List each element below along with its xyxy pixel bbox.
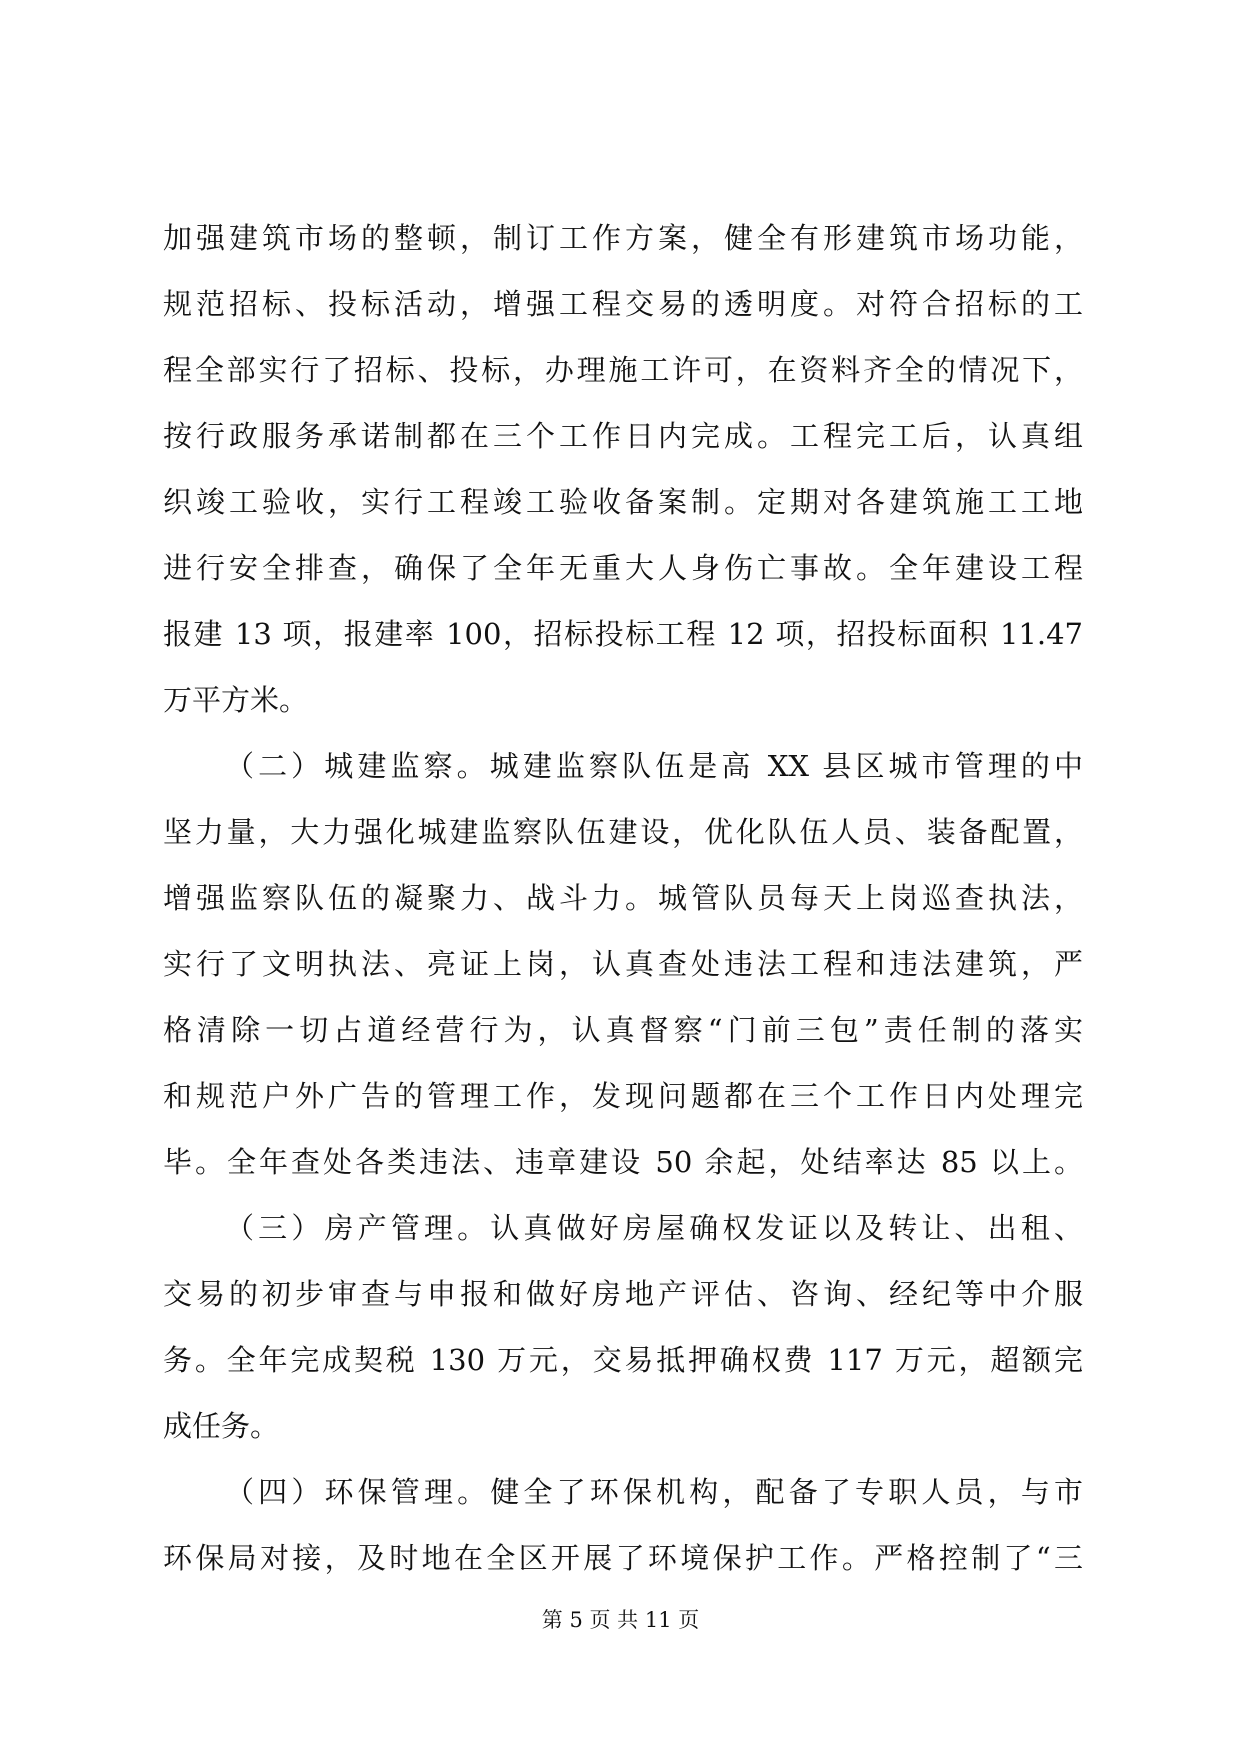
text-line: 交易的初步审查与申报和做好房地产评估、咨询、经纪等中介服 <box>163 1277 1083 1311</box>
text-line: 格清除一切占道经营行为，认真督察“门前三包”责任制的落实 <box>163 1013 1083 1047</box>
section-heading-line: （四）环保管理。健全了环保机构，配备了专职人员，与市 <box>225 1475 1083 1509</box>
text-line: 加强建筑市场的整顿，制订工作方案，健全有形建筑市场功能， <box>163 221 1083 255</box>
text-line: 务。全年完成契税 130 万元，交易抵押确权费 117 万元，超额完 <box>163 1343 1083 1377</box>
text-line: 增强监察队伍的凝聚力、战斗力。城管队员每天上岗巡查执法， <box>163 881 1083 915</box>
text-line: 按行政服务承诺制都在三个工作日内完成。工程完工后，认真组 <box>163 419 1083 453</box>
text-line: 和规范户外广告的管理工作，发现问题都在三个工作日内处理完 <box>163 1079 1083 1113</box>
text-line: 毕。全年查处各类违法、违章建设 50 余起，处结率达 85 以上。 <box>163 1145 1083 1179</box>
text-line: 程全部实行了招标、投标，办理施工许可，在资料齐全的情况下， <box>163 353 1083 387</box>
section-heading-line: （二）城建监察。城建监察队伍是高 XX 县区城市管理的中 <box>225 749 1083 783</box>
page-number-footer: 第 5 页 共 11 页 <box>541 1608 700 1632</box>
text-line: 进行安全排查，确保了全年无重大人身伤亡事故。全年建设工程 <box>163 551 1083 585</box>
text-line: 万平方米。 <box>163 683 309 717</box>
text-line: 成任务。 <box>163 1409 280 1443</box>
text-line: 环保局对接，及时地在全区开展了环境保护工作。严格控制了“三 <box>163 1541 1083 1575</box>
section-heading-line: （三）房产管理。认真做好房屋确权发证以及转让、出租、 <box>225 1211 1083 1245</box>
text-line: 实行了文明执法、亮证上岗，认真查处违法工程和违法建筑，严 <box>163 947 1083 981</box>
text-line: 坚力量，大力强化城建监察队伍建设，优化队伍人员、装备配置， <box>163 815 1083 849</box>
text-line: 规范招标、投标活动，增强工程交易的透明度。对符合招标的工 <box>163 287 1083 321</box>
text-line: 报建 13 项，报建率 100，招标投标工程 12 项，招投标面积 11.47 <box>163 617 1083 651</box>
text-line: 织竣工验收，实行工程竣工验收备案制。定期对各建筑施工工地 <box>163 485 1083 519</box>
